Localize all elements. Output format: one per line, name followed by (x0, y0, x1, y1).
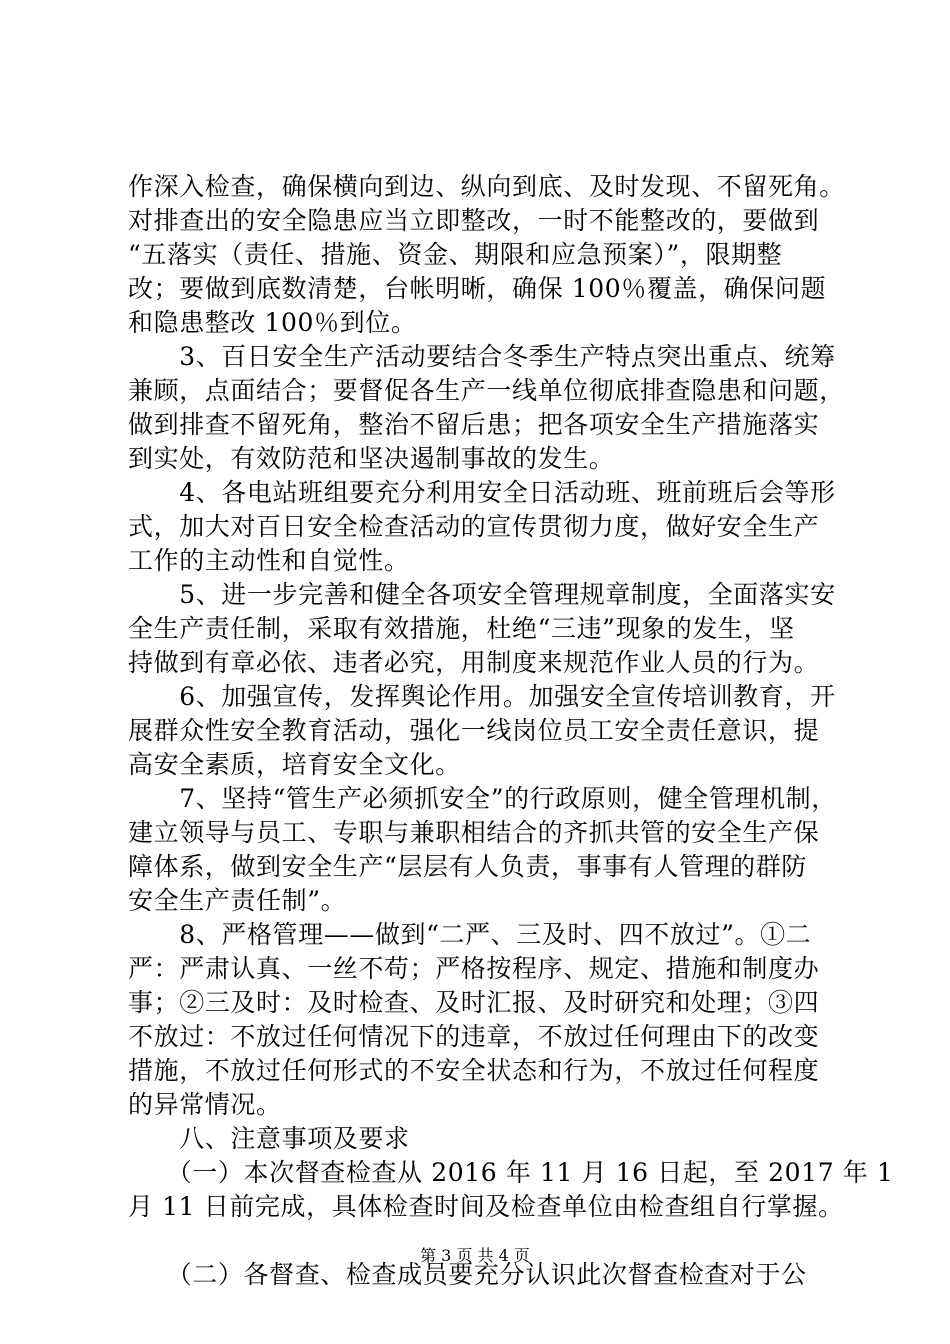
text-line: 展群众性安全教育活动，强化一线岗位员工安全责任意识，提 (128, 716, 820, 745)
text-line: 4、各电站班组要充分利用安全日活动班、班前班后会等形 (128, 478, 836, 507)
section-heading: 八、注意事项及要求 (128, 1124, 410, 1153)
text-line: 不放过：不放过任何情况下的违章，不放过任何理由下的改变 (128, 1022, 820, 1051)
text-line: 式，加大对百日安全检查活动的宣传贯彻力度，做好安全生产 (128, 512, 820, 541)
text-line: 和隐患整改 100％到位。 (128, 308, 417, 337)
text-line: 月 11 日前完成，具体检查时间及检查单位由检查组自行掌握。 (128, 1192, 844, 1221)
text-line: 的异常情况。 (128, 1090, 282, 1119)
text-line: 对排查出的安全隐患应当立即整改，一时不能整改的，要做到 (128, 206, 820, 235)
text-line: 8、严格管理——做到“二严、三及时、四不放过”。①二 (128, 920, 812, 949)
text-line: 7、坚持“管生产必须抓安全”的行政原则，健全管理机制， (128, 784, 837, 813)
text-line: 3、百日安全生产活动要结合冬季生产特点突出重点、统筹 (128, 342, 836, 371)
text-line: 改；要做到底数清楚，台帐明晰，确保 100％覆盖，确保问题 (128, 274, 827, 303)
text-line: 措施，不放过任何形式的不安全状态和行为，不放过任何程度 (128, 1056, 820, 1085)
text-line: 工作的主动性和自觉性。 (128, 546, 410, 575)
text-line: 全生产责任制，采取有效措施，杜绝“三违”现象的发生，坚 (128, 614, 795, 643)
text-line: 持做到有章必依、违者必究，用制度来规范作业人员的行为。 (128, 648, 820, 677)
text-line: 严：严肃认真、一丝不苟；严格按程序、规定、措施和制度办 (128, 954, 820, 983)
text-line: 做到排查不留死角，整治不留后患；把各项安全生产措施落实 (128, 410, 820, 439)
text-line: 事；②三及时：及时检查、及时汇报、及时研究和处理；③四 (128, 988, 820, 1017)
text-line: “五落实（责任、措施、资金、期限和应急预案）”，限期整 (128, 240, 783, 269)
document-body (128, 170, 894, 1292)
text-line: 高安全素质，培育安全文化。 (128, 750, 461, 779)
text-line: 兼顾，点面结合；要督促各生产一线单位彻底排查隐患和问题， (128, 376, 845, 405)
text-line: （一）本次督查检查从 2016 年 11 月 16 日起，至 2017 年 1 (128, 1158, 894, 1187)
text-line: 建立领导与员工、专职与兼职相结合的齐抓共管的安全生产保 (128, 818, 820, 847)
text-line: （二）各督查、检查成员要充分认识此次督查检查对于公 (128, 1260, 807, 1289)
text-line: 作深入检查，确保横向到边、纵向到底、及时发现、不留死角。 (128, 172, 845, 201)
text-line: 到实处，有效防范和坚决遏制事故的发生。 (128, 444, 615, 473)
text-line: 5、进一步完善和健全各项安全管理规章制度，全面落实安 (128, 580, 836, 609)
text-line: 6、加强宣传，发挥舆论作用。加强安全宣传培训教育，开 (128, 682, 836, 711)
page-footer: 第 3 页 共 4 页 (420, 1246, 530, 1265)
text-line: 障体系，做到安全生产“层层有人负责，事事有人管理的群防 (128, 852, 807, 881)
text-line: 安全生产责任制”。 (128, 886, 347, 915)
